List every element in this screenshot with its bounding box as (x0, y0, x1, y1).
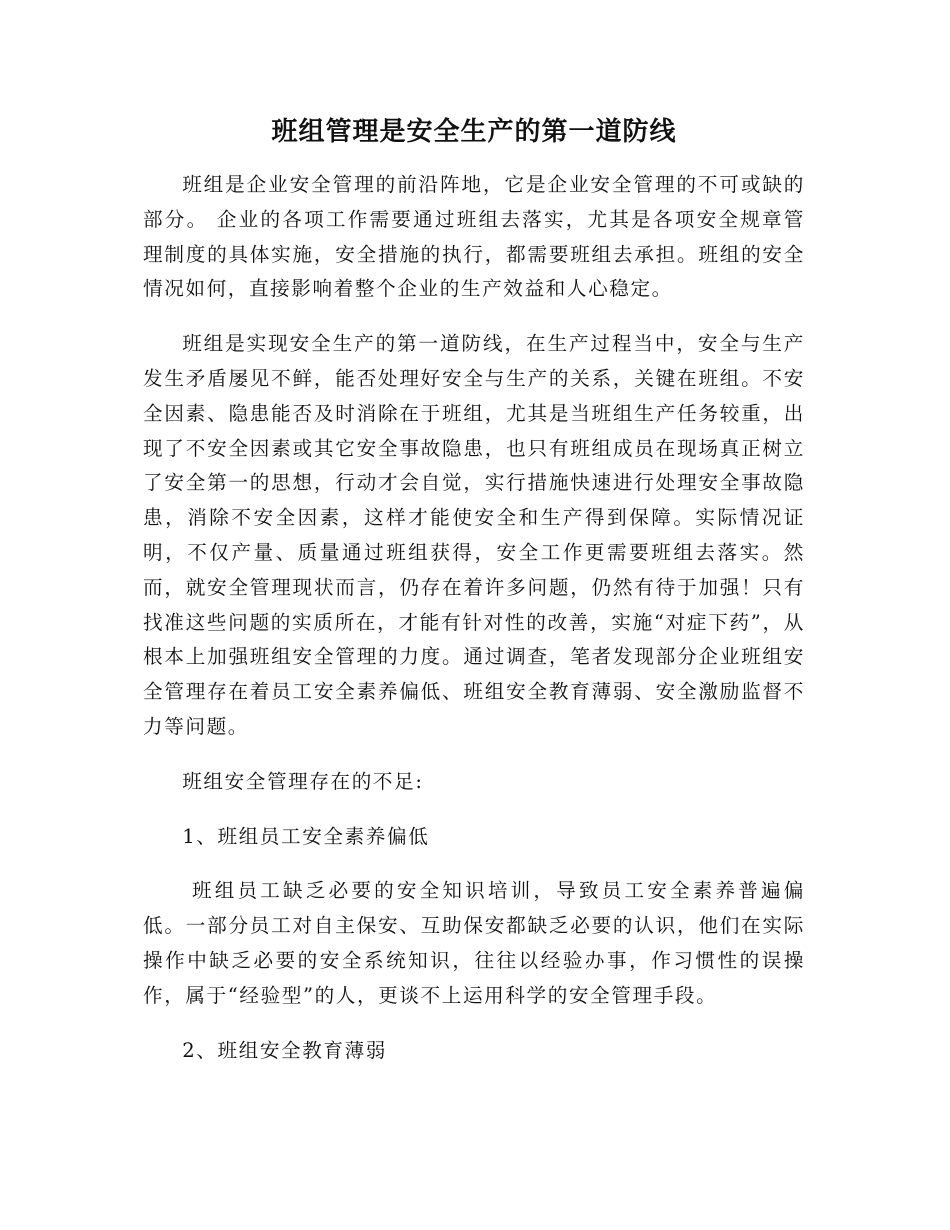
subheading-2: 2、班组安全教育薄弱 (182, 1038, 387, 1062)
paragraph-intro: 班组是企业安全管理的前沿阵地，它是企业安全管理的不可或缺的部分。 企业的各项工作需要通过班组去落实，尤其是各项安全规章管理制度的具体实施，安全措施的执行，都需要班组去承担。班组的安全情况如何，直接影响着整个企业的生产效益和人心稳定。 (143, 173, 805, 301)
paragraph-safety-literacy: 班组员工缺乏必要的安全知识培训，导致员工安全素养普遍偏低。一部分员工对自主保安、互助保安都缺乏必要的认识，他们在实际操作中缺乏必要的安全系统知识，往往以经验办事，作习惯性的误操作，属于“经验型”的人，更谈不上运用科学的安全管理手段。 (143, 879, 805, 1007)
document-title: 班组管理是安全生产的第一道防线 (271, 117, 677, 147)
section-heading-deficiencies: 班组安全管理存在的不足: (182, 769, 424, 793)
document-body (143, 110, 805, 1088)
paragraph-first-line-of-defense: 班组是实现安全生产的第一道防线，在生产过程当中，安全与生产发生矛盾屡见不鲜，能否处理好安全与生产的关系，关键在班组。不安全因素、隐患能否及时消除在于班组，尤其是当班组生产任务较重，出现了不安全因素或其它安全事故隐患，也只有班组成员在现场真正树立了安全第一的思想，行动才会自觉，实行措施快速进行处理安全事故隐患，消除不安全因素，这样才能使安全和生产得到保障。实际情况证明，不仅产量、质量通过班组获得，安全工作更需要班组去落实。然而，就安全管理现状而言，仍存在着许多问题，仍然有待于加强！只有找准这些问题的实质所在，才能有针对性的改善，实施“对症下药”，从根本上加强班组安全管理的力度。通过调查，笔者发现部分企业班组安全管理存在着员工安全素养偏低、班组安全教育薄弱、安全激励监督不力等问题。 (143, 332, 805, 738)
subheading-1: 1、班组员工安全素养偏低 (182, 824, 430, 848)
